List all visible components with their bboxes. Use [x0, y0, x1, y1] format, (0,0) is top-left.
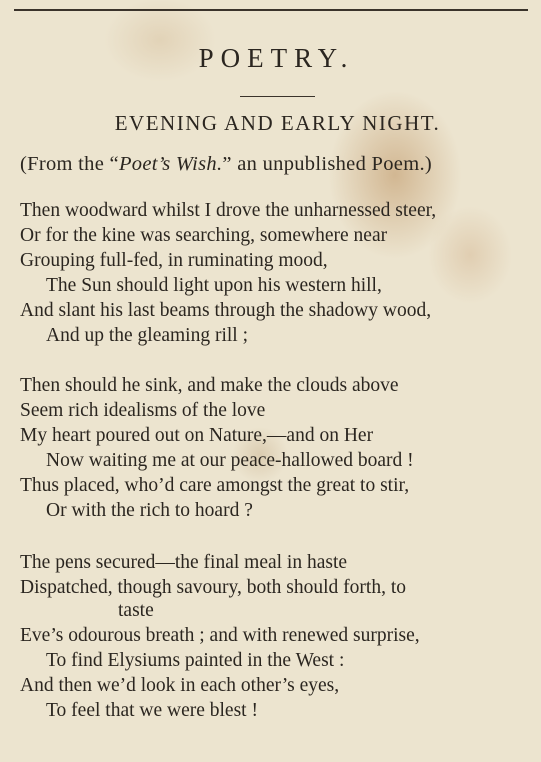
source-prefix: (From the “ — [20, 153, 119, 175]
poem-line: And up the gleaming rill ; — [46, 325, 249, 346]
poem-title: EVENING AND EARLY NIGHT. — [114, 111, 441, 135]
poem-line: Seem rich idealisms of the love — [20, 400, 266, 421]
poem-line: The Sun should light upon his western hill, — [46, 275, 382, 296]
poem-line: To find Elysiums painted in the West : — [46, 650, 345, 671]
poem-line: Dispatched, though savoury, both should forth, to — [20, 577, 406, 598]
poem-line: Or for the kine was searching, somewhere near — [20, 225, 388, 246]
source-work-title: Poet’s Wish. — [118, 153, 223, 175]
poem-line: And then we’d look in each other’s eyes, — [20, 675, 340, 696]
poem-line: And slant his last beams through the shadowy wood, — [20, 300, 432, 321]
poem-line: Eve’s odourous breath ; and with renewed surprise, — [20, 625, 420, 646]
top-rule — [14, 9, 528, 11]
poem-line: Now waiting me at our peace-hallowed board ! — [46, 450, 414, 471]
poem-line: Then should he sink, and make the clouds above — [20, 375, 399, 396]
title-divider — [240, 96, 315, 97]
poem-line-continuation: taste — [118, 600, 154, 621]
poem-line: Grouping full-fed, in ruminating mood, — [20, 250, 328, 271]
poem-line: My heart poured out on Nature,—and on Her — [20, 425, 374, 446]
poem-line: To feel that we were blest ! — [46, 700, 258, 721]
section-title: POETRY. — [198, 43, 355, 73]
poem-line: The pens secured—the final meal in haste — [20, 552, 348, 573]
poem-line: Thus placed, who’d care amongst the great to stir, — [20, 475, 410, 496]
poem-source — [20, 153, 432, 176]
poem-line: Or with the rich to hoard ? — [46, 500, 253, 521]
poem-line: Then woodward whilst I drove the unharnessed steer, — [20, 200, 437, 221]
source-suffix: ” an unpublished Poem.) — [222, 153, 432, 175]
